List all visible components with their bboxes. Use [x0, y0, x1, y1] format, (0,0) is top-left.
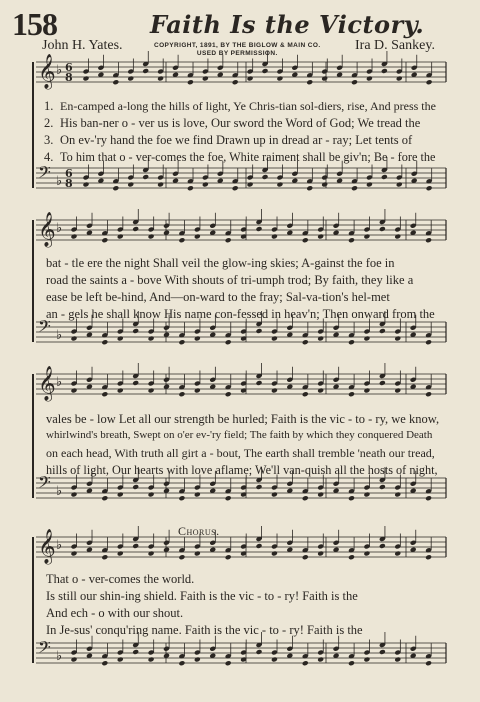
verse-number: 3.	[44, 133, 54, 147]
note-head	[101, 554, 108, 560]
note-head	[379, 543, 386, 549]
note-head	[132, 649, 139, 655]
note-head	[148, 657, 155, 663]
hymn-number: 158	[12, 6, 57, 42]
bass-clef-icon: 𝄢	[38, 316, 51, 340]
lyric-text: road the saints a - bove With shouts of tri-umph trod; By faith, they like a	[46, 273, 414, 287]
bass-clef-icon: 𝄢	[38, 637, 51, 661]
verse-number: 4.	[44, 150, 54, 164]
note-head	[256, 649, 263, 655]
note-head	[363, 551, 370, 557]
lyric-line	[0, 606, 480, 621]
note-head	[256, 543, 263, 549]
treble-clef-icon: 𝄞	[38, 366, 56, 401]
note-head	[363, 657, 370, 663]
note-head	[271, 551, 278, 557]
lyric-text: En-camped a-long the hills of light, Ye Chris-tian sol-diers, rise, And press the	[60, 99, 436, 113]
author-credit: John H. Yates.	[42, 38, 123, 53]
flat-key-signature-icon: ♭	[56, 174, 63, 189]
treble-clef-icon: 𝄞	[38, 529, 56, 564]
chorus-label: Chorus.	[178, 524, 220, 538]
treble-clef-icon: 𝄞	[38, 212, 56, 247]
note-head	[302, 660, 309, 666]
time-signature-digit: 8	[65, 71, 73, 84]
lyric-text: That o - ver-comes the world.	[46, 572, 195, 586]
note-head	[394, 551, 401, 557]
lyric-text: vales be - low Let all our strength be hurled; Faith is the vic - to - ry, we know,	[46, 412, 440, 426]
flat-key-signature-icon: ♭	[56, 375, 63, 390]
lyric-text: Is still our shin-ing shield. Faith is the vic - to - ry! Faith is the	[46, 589, 358, 603]
flat-key-signature-icon: ♭	[56, 538, 63, 553]
lyric-text: And ech - o with our shout.	[46, 606, 184, 620]
lyric-text: On ev-'ry hand the foe we find Drawn up in dread ar - ray; Let tents of	[60, 133, 413, 147]
note-head	[425, 660, 432, 666]
lyric-text: To him that o - ver-comes the foe, White raiment shall be giv'n; Be - fore the	[60, 150, 436, 164]
flat-key-signature-icon: ♭	[56, 484, 63, 499]
note-head	[348, 554, 355, 560]
note-head	[348, 660, 355, 666]
note-head	[178, 554, 185, 560]
lyric-text: His ban-ner o - ver us is love, Our sword the Word of God; We tread the	[60, 116, 421, 130]
time-signature-digit: 6	[65, 167, 73, 180]
note-head	[71, 657, 78, 663]
note-head	[225, 554, 232, 560]
flat-key-signature-icon: ♭	[56, 328, 63, 343]
copyright-line: COPYRIGHT, 1891, BY THE BIGLOW & MAIN CO.	[154, 42, 321, 49]
lyric-text: on each head, With truth all girt a - bout, The earth shall tremble 'neath our tread,	[46, 446, 435, 460]
flat-key-signature-icon: ♭	[56, 221, 63, 236]
note-head	[194, 657, 201, 663]
verse-number: 1.	[44, 99, 54, 113]
note-head	[178, 660, 185, 666]
note-head	[132, 543, 139, 549]
note-head	[117, 657, 124, 663]
note-head	[71, 551, 78, 557]
verse-number: 2.	[44, 116, 54, 130]
lyric-text: hills of light, Our hearts with love aflame; We'll van-quish all the hosts of night,	[46, 463, 438, 477]
lyric-text: ease be left be-hind, And—on-ward to the fray; Sal-va-tion's hel-met	[46, 290, 390, 304]
note-head	[271, 657, 278, 663]
hymn-title: Faith Is the Victory.	[150, 10, 425, 39]
note-head	[148, 551, 155, 557]
note-head	[317, 657, 324, 663]
composer-credit: Ira D. Sankey.	[355, 38, 435, 53]
note-head	[194, 551, 201, 557]
lyric-text: whirlwind's breath, Swept on o'er ev-'ry field; The faith by which they conquered Death	[46, 429, 433, 441]
note-head	[117, 551, 124, 557]
note-head	[394, 657, 401, 663]
note-head	[317, 551, 324, 557]
lyric-text: In Je-sus' conqu'ring name. Faith is the vic - to - ry! Faith is the	[46, 623, 363, 637]
note-head	[225, 660, 232, 666]
note-head	[379, 649, 386, 655]
lyric-line	[0, 572, 480, 587]
lyric-text: an - gels he shall know His name con-fessed in heav'n; Then onward from the	[46, 307, 435, 321]
lyric-line	[0, 589, 480, 604]
lyric-line	[0, 623, 480, 638]
note-head	[425, 554, 432, 560]
flat-key-signature-icon: ♭	[56, 63, 63, 78]
bass-clef-icon: 𝄢	[38, 472, 51, 496]
treble-clef-icon: 𝄞	[38, 54, 56, 89]
note-head	[302, 554, 309, 560]
time-signature-digit: 6	[65, 61, 73, 74]
flat-key-signature-icon: ♭	[56, 649, 63, 664]
lyric-text: bat - tle ere the night Shall veil the glow-ing skies; A-gainst the foe in	[46, 256, 395, 270]
note-head	[101, 660, 108, 666]
permission-line: USED BY PERMISSION.	[196, 50, 278, 57]
treble-staff	[36, 526, 446, 565]
bass-clef-icon: 𝄢	[38, 162, 51, 186]
time-signature-digit: 8	[65, 177, 73, 190]
